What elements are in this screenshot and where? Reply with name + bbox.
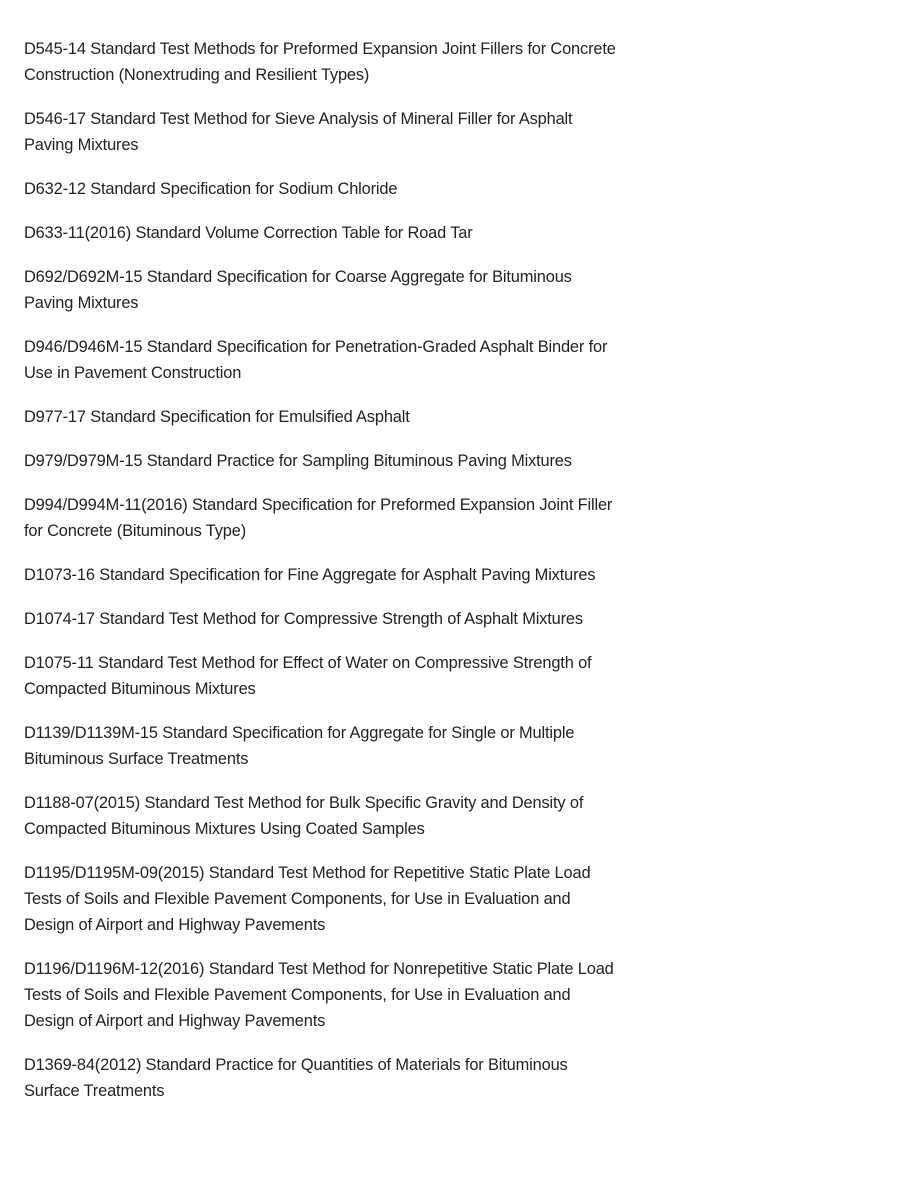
standard-item-d1188: D1188-07(2015) Standard Test Method for Bulk Specific Gravity and Density of Compacted Bituminous Mixtures Using Coated Samples bbox=[24, 794, 584, 838]
standard-item-d979: D979/D979M-15 Standard Practice for Sampling Bituminous Paving Mixtures bbox=[24, 452, 572, 470]
standard-item-d1074: D1074-17 Standard Test Method for Compressive Strength of Asphalt Mixtures bbox=[24, 610, 583, 628]
standard-item-d1073: D1073-16 Standard Specification for Fine Aggregate for Asphalt Paving Mixtures bbox=[24, 566, 596, 584]
standard-item-d692: D692/D692M-15 Standard Specification for Coarse Aggregate for Bituminous Paving Mixtures bbox=[24, 268, 572, 312]
standard-item-d632: D632-12 Standard Specification for Sodium Chloride bbox=[24, 180, 398, 198]
document-page bbox=[24, 36, 624, 1122]
standard-item-d946: D946/D946M-15 Standard Specification for Penetration-Graded Asphalt Binder for Use in Pavement Construction bbox=[24, 338, 608, 382]
standard-item-d1196: D1196/D1196M-12(2016) Standard Test Method for Nonrepetitive Static Plate Load Tests of Soils and Flexible Pavement Components, for Use in Evaluation and Design of Airport and Highway Pavements bbox=[24, 960, 614, 1030]
standard-item-d977: D977-17 Standard Specification for Emulsified Asphalt bbox=[24, 408, 410, 426]
standard-item-d1195: D1195/D1195M-09(2015) Standard Test Method for Repetitive Static Plate Load Tests of Soils and Flexible Pavement Components, for Use in Evaluation and Design of Airport and Highway Pavements bbox=[24, 864, 591, 934]
standards-list bbox=[24, 36, 624, 1104]
standard-item-d1139: D1139/D1139M-15 Standard Specification for Aggregate for Single or Multiple Bituminous Surface Treatments bbox=[24, 724, 575, 768]
standard-item-d1369: D1369-84(2012) Standard Practice for Quantities of Materials for Bituminous Surface Treatments bbox=[24, 1056, 568, 1100]
standard-item-d994: D994/D994M-11(2016) Standard Specification for Preformed Expansion Joint Filler for Concrete (Bituminous Type) bbox=[24, 496, 613, 540]
standard-item-d546: D546-17 Standard Test Method for Sieve Analysis of Mineral Filler for Asphalt Paving Mixtures bbox=[24, 110, 573, 154]
standard-item-d545: D545-14 Standard Test Methods for Preformed Expansion Joint Fillers for Concrete Construction (Nonextruding and Resilient Types) bbox=[24, 40, 616, 84]
standard-item-d1075: D1075-11 Standard Test Method for Effect of Water on Compressive Strength of Compacted Bituminous Mixtures bbox=[24, 654, 592, 698]
standard-item-d633: D633-11(2016) Standard Volume Correction Table for Road Tar bbox=[24, 224, 473, 242]
